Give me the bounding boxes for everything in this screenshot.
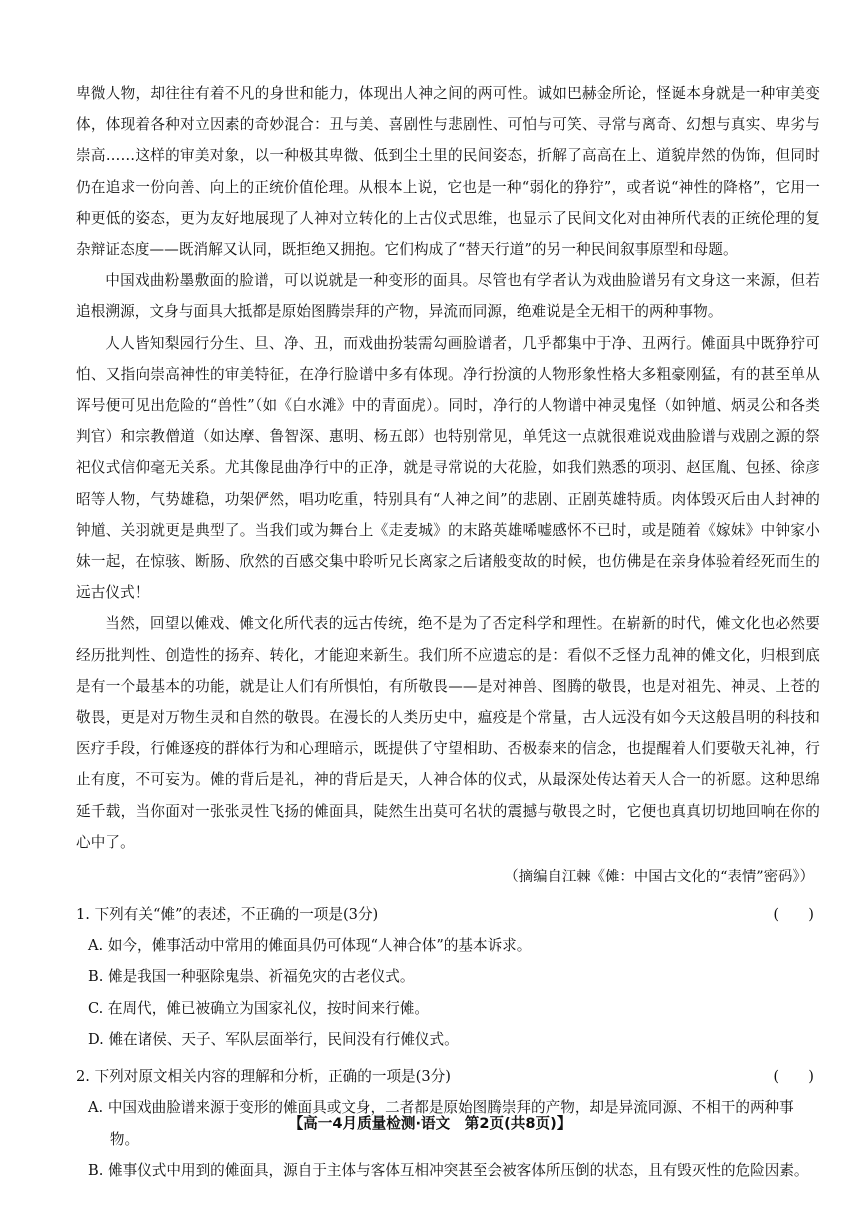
page-footer: 【高一4月质量检测·语文 第2页(共8页)】: [288, 1115, 572, 1132]
question-2-stem: [76, 1061, 820, 1092]
question-1-stem: [76, 899, 820, 930]
question-2-option-b[interactable]: B. 傩事仪式中用到的傩面具，源自于主体与客体互相冲突甚至会被客体所压倒的状态，且有毁灭性的危险因素。: [88, 1161, 809, 1179]
passage-paragraph-1: 卑微人物，却往往有着不凡的身世和能力，体现出人神之间的两可性。诚如巴赫金所论，怪诞本身就是一种审美变体，体现着各种对立因素的奇妙混合：丑与美、喜剧性与悲剧性、可怕与可笑、寻常与离奇、幻想与真实、卑劣与崇高……这样的审美对象，以一种极其卑微、低到尘土里的民间姿态，折解了高高在上、道貌岸然的伪饰，但同时仍在追求一份向善、向上的正统价值伦理。从根本上说，它也是一种“弱化的狰狞”，或者说“神性的降格”，它用一种更低的姿态，更为友好地展现了人神对立转化的上古仪式思维，也显示了民间文化对由神所代表的正统伦理的复杂辩证态度——既消解又认同，既拒绝又拥抱。它们构成了“替天行道”的另一种民间叙事原型和母题。: [76, 85, 820, 259]
question-1: [76, 899, 820, 1055]
passage-paragraph-4: 当然，回望以傩戏、傩文化所代表的远古传统，绝不是为了否定科学和理性。在崭新的时代，傩文化也必然要经历批判性、创造性的扬弃、转化，才能迎来新生。我们所不应遗忘的是：看似不乏怪力乱神的傩文化，归根到底是有一个最基本的功能，就是让人们有所惧怕，有所敬畏——是对神兽、图腾的敬畏，也是对祖先、神灵、上苍的敬畏，更是对万物生灵和自然的敬畏。在漫长的人类历史中，瘟疫是个常量，古人远没有如今天这般昌明的科技和医疗手段，行傩逐疫的群体行为和心理暗示，既提供了守望相助、否极泰来的信念，也提醒着人们要敬天礼神，行止有度，不可妄为。傩的背后是礼，神的背后是天，人神合体的仪式，从最深处传达着天人合一的祈愿。这种思绵延千载，当你面对一张张灵性飞扬的傩面具，陡然生出莫可名状的震撼与敬畏之时，它便也真真切切地回响在你的心中了。: [76, 615, 820, 851]
question-2-options: [88, 1092, 820, 1186]
question-2-answer-box[interactable]: ( ): [773, 1068, 814, 1086]
question-1-option-d[interactable]: D. 傩在诸侯、天子、军队层面举行，民间没有行傩仪式。: [88, 1030, 459, 1048]
passage-paragraph-2: 中国戏曲粉墨敷面的脸谱，可以说就是一种变形的面具。尽管也有学者认为戏曲脸谱另有文身这一来源，但若追根溯源，文身与面具大抵都是原始图腾崇拜的产物，异流而同源，绝难说是全无相干的两种事物。: [76, 272, 820, 321]
question-1-options: [88, 930, 820, 1055]
passage-source: （摘编自江棘《傩：中国古文化的“表情”密码》）: [504, 869, 814, 886]
question-2-option-a[interactable]: A. 中国戏曲脸谱来源于变形的傩面具或文身，二者都是原始图腾崇拜的产物，却是异流同源、不相干的两种事物。: [88, 1099, 794, 1148]
question-1-option-a[interactable]: A. 如今，傩事活动中常用的傩面具仍可体现“人神合体”的基本诉求。: [88, 937, 532, 955]
question-2-stem-text: 2. 下列对原文相关内容的理解和分析，正确的一项是(3分): [76, 1068, 451, 1086]
question-1-answer-box[interactable]: ( ): [773, 906, 814, 924]
question-1-stem-text: 1. 下列有关“傩”的表述，不正确的一项是(3分): [76, 906, 379, 924]
passage-paragraph-3: 人人皆知梨园行分生、旦、净、丑，而戏曲扮装需勾画脸谱者，几乎都集中于净、丑两行。傩面具中既狰狞可怕、又指向崇高神性的审美特征，在净行脸谱中多有体现。净行扮演的人物形象性格大多粗豪刚猛，有的甚至单从诨号便可见出危险的“兽性”（如《白水滩》中的青面虎）。同时，净行的人物谱中神灵鬼怪（如钟馗、炳灵公和各类判官）和宗教僧道（如达摩、鲁智深、惠明、杨五郎）也特别常见，单凭这一点就很难说戏曲脸谱与戏剧之源的祭祀仪式信仰毫无关系。尤其像昆曲净行中的正净，就是寻常说的大花脸，如我们熟悉的项羽、赵匡胤、包拯、徐彦昭等人物，气势雄稳，功架俨然，唱功吃重，特别具有“人神之间”的悲剧、正剧英雄特质。肉体毁灭后由人封神的钟馗、关羽就更是典型了。当我们或为舞台上《走麦城》的末路英雄唏嘘感怀不已时，或是随着《嫁妹》中钟家小妹一起，在惊骇、断肠、欣然的百感交集中聆听兄长离家之后诸般变故的时候，也仿佛是在亲身体验着经死而生的远古仪式！: [76, 334, 820, 602]
question-1-option-b[interactable]: B. 傩是我国一种驱除鬼祟、祈福免灾的古老仪式。: [88, 968, 415, 986]
question-1-option-c[interactable]: C. 在周代，傩已被确立为国家礼仪，按时间来行傩。: [88, 999, 429, 1017]
